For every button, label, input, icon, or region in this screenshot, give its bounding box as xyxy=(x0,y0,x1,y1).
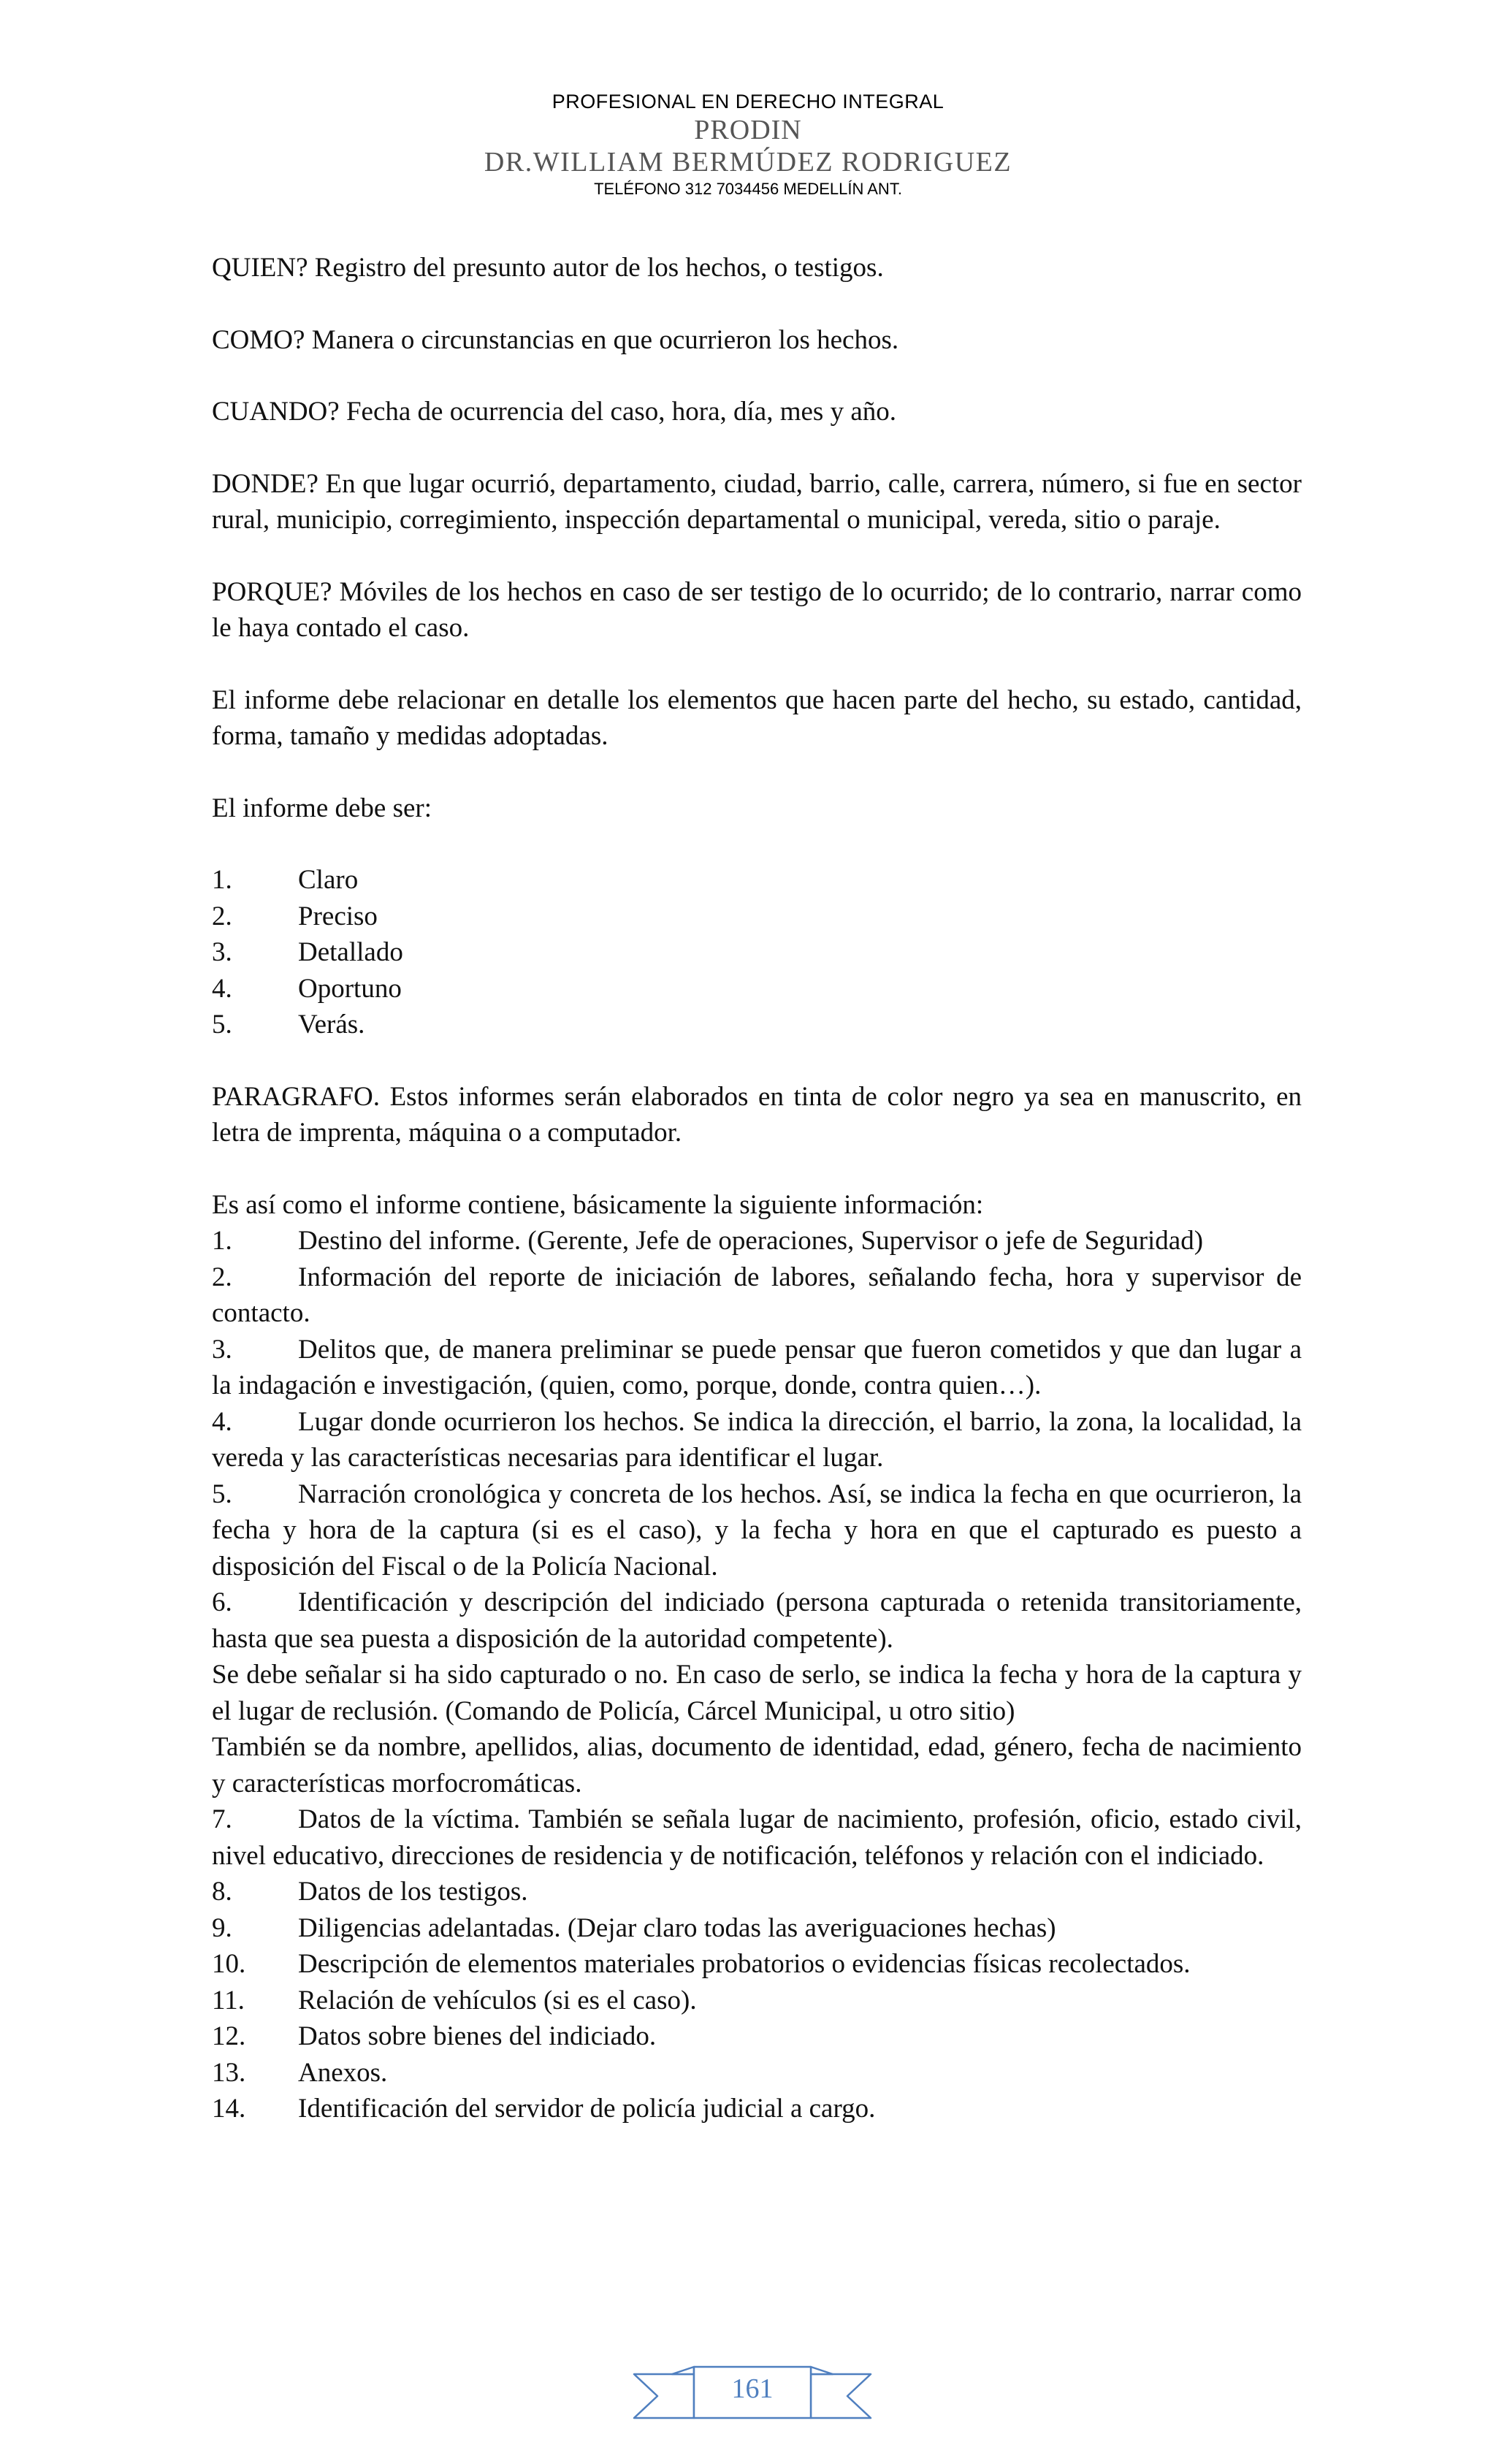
list-item xyxy=(212,1476,1302,1585)
list-item-text: Delitos que, de manera preliminar se puede pensar que fueron cometidos y que dan lugar a la indagación e investigación, (quien, como, porque, donde, contra quien…). xyxy=(212,1334,1302,1400)
list-item xyxy=(212,2055,1302,2091)
list-item-number: 12. xyxy=(212,2021,246,2051)
paragraph-informe-relacionar: El informe debe relacionar en detalle los elementos que hacen parte del hecho, su estado, cantidad, forma, tamaño y medidas adoptadas. xyxy=(212,684,1302,751)
list-item-text: Descripción de elementos materiales probatorios o evidencias físicas recolectados. xyxy=(298,1949,1191,1979)
list-item-number: 1. xyxy=(212,865,232,895)
paragraph-donde: DONDE? En que lugar ocurrió, departamento, ciudad, barrio, calle, carrera, número, si fue en sector rural, municipio, corregimiento, inspección departamental o municipal, vereda, sitio o paraje. xyxy=(212,468,1302,535)
list-item xyxy=(212,1983,1302,2019)
list-item-number: 2. xyxy=(212,901,232,931)
paragraph-capturado-note: Se debe señalar si ha sido capturado o no. En caso de serlo, se indica la fecha y hora de la captura y el lugar de reclusión. (Comando de Policía, Cárcel Municipal, u otro sitio) xyxy=(212,1660,1302,1726)
list-item-text: Narración cronológica y concreta de los hechos. Así, se indica la fecha en que ocurrieron, la fecha y hora de la captura (si es el caso), y la fecha y hora en que el capturado es puesto a disposición del Fiscal o de la Policía Nacional. xyxy=(212,1479,1302,1582)
list-item xyxy=(212,1332,1302,1404)
paragraph-nombre-note: También se da nombre, apellidos, alias, documento de identidad, edad, género, fecha de nacimiento y características morfocromáticas. xyxy=(212,1732,1302,1799)
list-item xyxy=(212,862,1302,899)
list-item xyxy=(212,1404,1302,1476)
list-item xyxy=(212,1223,1302,1259)
list-item-number: 7. xyxy=(212,1804,232,1834)
header-firm-type: PROFESIONAL EN DERECHO INTEGRAL xyxy=(552,91,944,112)
paragraph-paragrafo: PARAGRAFO. Estos informes serán elaborados en tinta de color negro ya sea en manuscrito, en letra de imprenta, máquina o a computador. xyxy=(212,1081,1302,1148)
list-item-text: Destino del informe. (Gerente, Jefe de operaciones, Supervisor o jefe de Seguridad) xyxy=(298,1226,1204,1256)
info-list-b xyxy=(212,1801,1302,2127)
list-item-number: 9. xyxy=(212,1912,232,1943)
list-item-number: 10. xyxy=(212,1949,246,1979)
list-item-text: Relación de vehículos (si es el caso). xyxy=(298,1985,697,2015)
paragraph-como: COMO? Manera o circunstancias en que ocurrieron los hechos. xyxy=(212,324,899,355)
list-item-text: Datos de los testigos. xyxy=(298,1877,528,1907)
list-item-number: 1. xyxy=(212,1226,232,1256)
list-item-text: Lugar donde ocurrieron los hechos. Se indica la dirección, el barrio, la zona, la localidad, la vereda y las características necesarias para identificar el lugar. xyxy=(212,1406,1302,1473)
list-item-text: Información del reporte de iniciación de labores, señalando fecha, hora y supervisor de contacto. xyxy=(212,1262,1302,1328)
list-item-number: 8. xyxy=(212,1877,232,1907)
list-item xyxy=(212,1584,1302,1657)
list-item xyxy=(212,1874,1302,1910)
document-body xyxy=(212,250,1302,2127)
list-item-text: Datos de la víctima. También se señala lugar de nacimiento, profesión, oficio, estado civil, nivel educativo, direcciones de residencia y de notificación, teléfonos y relación con el indiciado. xyxy=(212,1804,1302,1871)
list-item-text: Datos sobre bienes del indiciado. xyxy=(298,2021,657,2051)
list-item-text: Detallado xyxy=(298,937,403,967)
list-item-number: 5. xyxy=(212,1479,232,1509)
list-item-number: 5. xyxy=(212,1010,232,1040)
list-item-text: Oportuno xyxy=(298,973,402,1004)
header-phone: TELÉFONO 312 7034456 MEDELLÍN ANT. xyxy=(594,180,902,198)
paragraph-quien: QUIEN? Registro del presunto autor de los hechos, o testigos. xyxy=(212,253,884,283)
list-item xyxy=(212,934,1302,971)
list-item xyxy=(212,1259,1302,1332)
list-item-number: 6. xyxy=(212,1587,232,1617)
list-item-number: 3. xyxy=(212,937,232,967)
paragraph-porque: PORQUE? Móviles de los hechos en caso de ser testigo de lo ocurrido; de lo contrario, narrar como le haya contado el caso. xyxy=(212,576,1302,643)
list-item xyxy=(212,1946,1302,1983)
paragraph-intro-info: Es así como el informe contiene, básicamente la siguiente información: xyxy=(212,1189,984,1220)
list-item-number: 4. xyxy=(212,1406,232,1437)
info-list-a xyxy=(212,1223,1302,1657)
paragraph-cuando: CUANDO? Fecha de ocurrencia del caso, hora, día, mes y año. xyxy=(212,397,896,427)
header-firm-name: PRODIN xyxy=(694,115,802,145)
page-header xyxy=(0,89,1496,200)
list-item xyxy=(212,899,1302,935)
list-item xyxy=(212,1910,1302,1947)
header-lawyer-name: DR.WILLIAM BERMÚDEZ RODRIGUEZ xyxy=(484,147,1012,178)
list-item xyxy=(212,1801,1302,1874)
list-item xyxy=(212,1007,1302,1043)
list-item-number: 13. xyxy=(212,2057,246,2088)
list-item-text: Anexos. xyxy=(298,2057,388,2088)
list-item-text: Preciso xyxy=(298,901,378,931)
qualities-list xyxy=(212,862,1302,1043)
list-item-text: Identificación del servidor de policía judicial a cargo. xyxy=(298,2094,876,2124)
list-item-text: Identificación y descripción del indiciado (persona capturada o retenida transitoriamente, hasta que sea puesta a disposición de la autoridad competente). xyxy=(212,1587,1302,1654)
list-item-number: 14. xyxy=(212,2094,246,2124)
list-item xyxy=(212,2091,1302,2127)
list-item-number: 3. xyxy=(212,1334,232,1365)
page-number: 161 xyxy=(731,2373,774,2404)
page-number-ribbon xyxy=(628,2354,877,2441)
list-item xyxy=(212,971,1302,1007)
list-item-text: Claro xyxy=(298,865,359,895)
list-item-text: Diligencias adelantadas. (Dejar claro todas las averiguaciones hechas) xyxy=(298,1912,1056,1943)
list-item-number: 2. xyxy=(212,1262,232,1292)
list-item-text: Verás. xyxy=(298,1010,365,1040)
list-item xyxy=(212,2018,1302,2055)
list-item-number: 4. xyxy=(212,973,232,1004)
list-item-number: 11. xyxy=(212,1985,245,2015)
paragraph-informe-debe-ser: El informe debe ser: xyxy=(212,793,432,823)
